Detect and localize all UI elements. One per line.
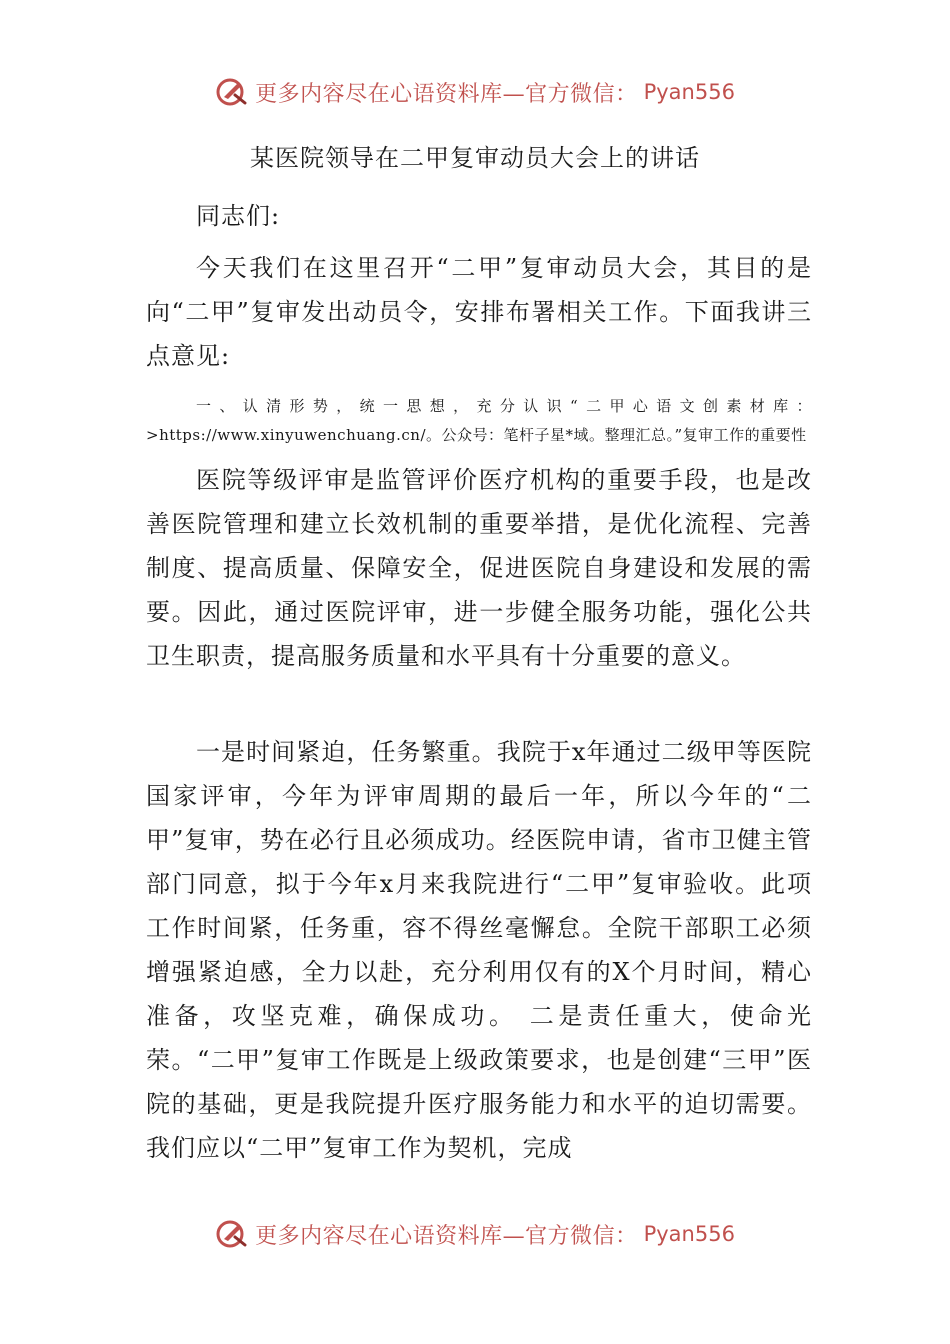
watermark-handle: Pyan556: [643, 80, 735, 104]
watermark-banner-top: [0, 70, 950, 114]
section-heading: 一、认清形势，统一思想，充分认识“二甲心语文创素材库：>https://www.xinyuwenchuang.cn/。公众号：笔杆子星*域。整理汇总。”复审工作的重要性: [146, 397, 812, 444]
document-title: 某医院领导在二甲复审动员大会上的讲话: [250, 144, 700, 172]
paragraph-text: 一是时间紧迫，任务繁重。我院于x年通过二级甲等医院国家评审，今年为评审周期的最后一年，所以今年的“二甲”复审，势在必行且必须成功。经医院申请，省市卫健主管部门同意，拟于今年x月来我院进行“二甲”复审验收。此项工作时间紧，任务重，容不得丝毫懈怠。全院干部职工必须增强紧迫感，全力以赴，充分利用仅有的X个月时间，精心准备，攻坚克难，确保成功。 二是责任重大，使命光荣。“二甲”复审工作既是上级政策要求，也是创建“三甲”医院的基础，更是我院提升医疗服务能力和水平的迫切需要。我们应以“二甲”复审工作为契机，完成: [146, 738, 812, 1162]
watermark-handle: Pyan556: [643, 1222, 735, 1246]
brand-logo-icon: [215, 1217, 249, 1251]
paragraph-text: 医院等级评审是监管评价医疗机构的重要手段，也是改善医院管理和建立长效机制的重要举措，是优化流程、完善制度、提高质量、保障安全，促进医院自身建设和发展的需要。因此，通过医院评审，进一步健全服务功能，强化公共卫生职责，提高服务质量和水平具有十分重要的意义。: [146, 466, 812, 670]
paragraph-importance: [146, 458, 812, 678]
watermark-text: 更多内容尽在心语资料库—官方微信：: [255, 1223, 638, 1249]
paragraph-points: [146, 730, 812, 1170]
watermark-banner-bottom: [0, 1212, 950, 1256]
brand-logo-icon: [215, 75, 249, 109]
paragraph-intro: [146, 246, 812, 378]
paragraph-text: 今天我们在这里召开“二甲”复审动员大会，其目的是向“二甲”复审发出动员令，安排布署相关工作。下面我讲三点意见:: [146, 254, 812, 370]
salutation: 同志们:: [196, 202, 281, 230]
watermark-text: 更多内容尽在心语资料库—官方微信：: [255, 81, 638, 107]
